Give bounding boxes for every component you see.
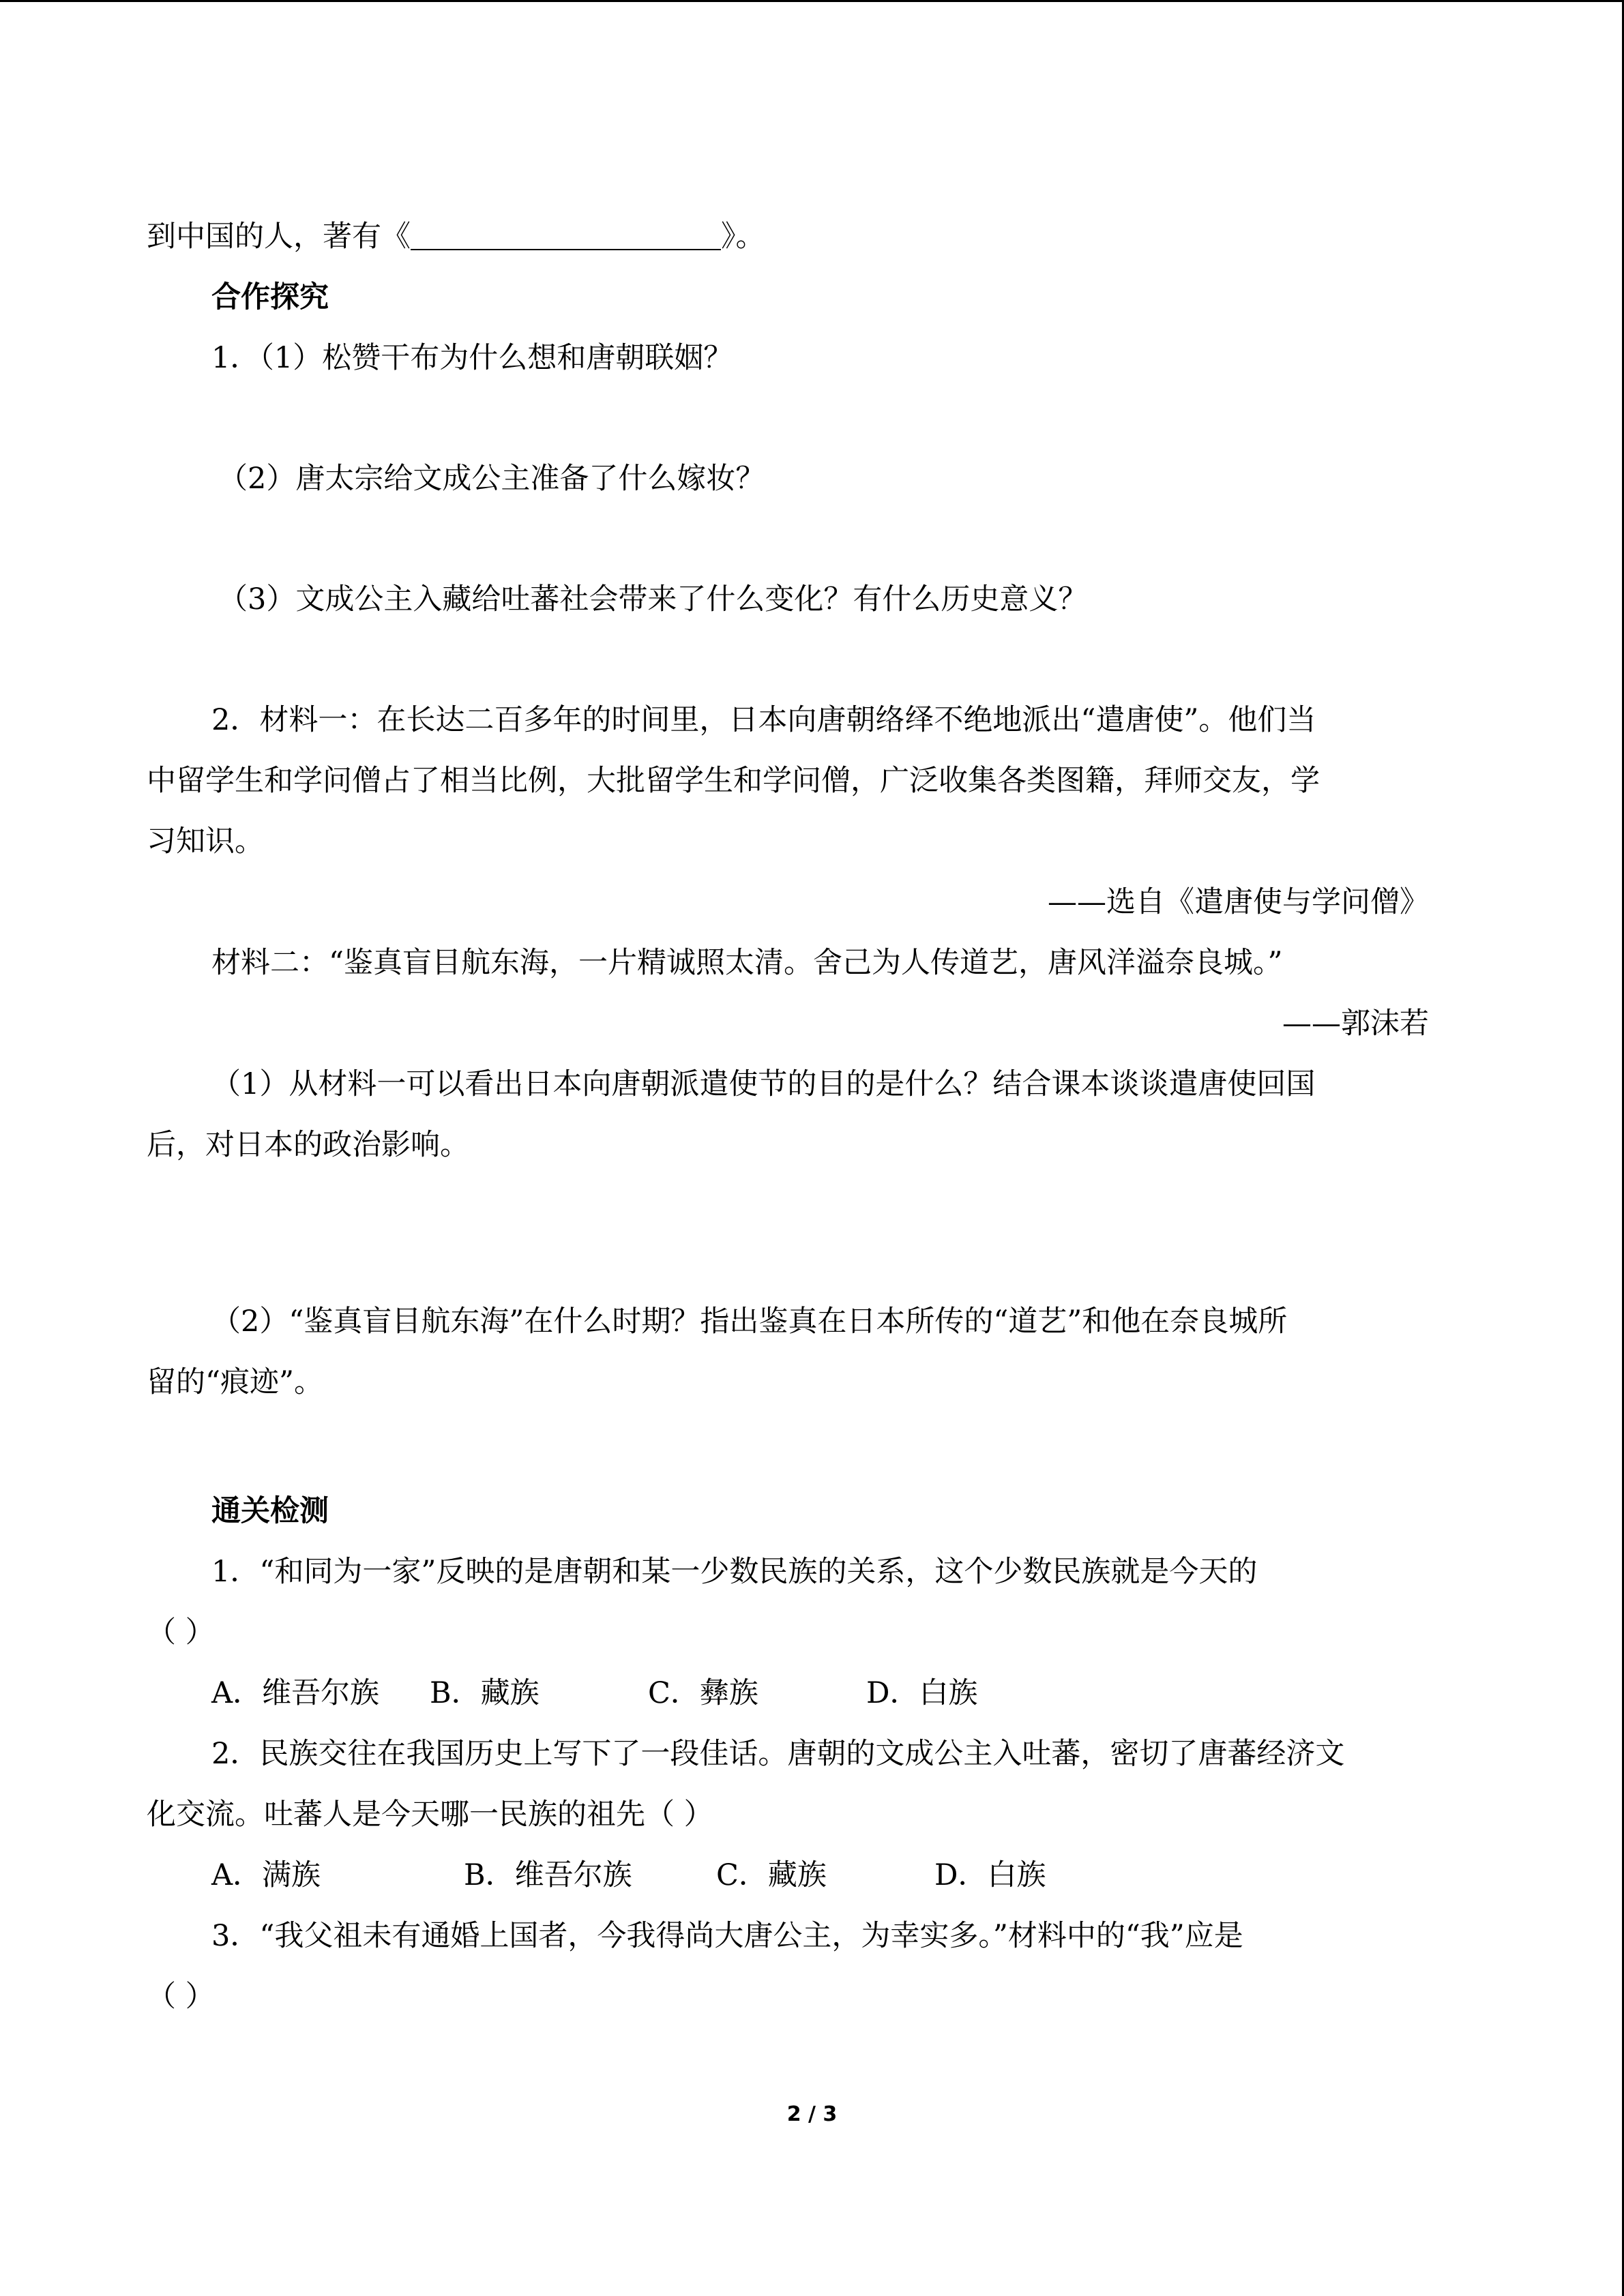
test-question-1-line-1: 1．“和同为一家”反映的是唐朝和某一少数民族的关系，这个少数民族就是今天的 xyxy=(211,1555,1258,1589)
question-2-1-line-2: 后，对日本的政治影响。 xyxy=(147,1128,469,1162)
intro-text-pre: 到中国的人，著有《 xyxy=(147,220,411,254)
material-1-line-3: 习知识。 xyxy=(147,824,264,859)
answer-space xyxy=(147,630,1456,690)
option-d[interactable]: D．白族 xyxy=(934,1858,1046,1892)
option-c[interactable]: C．彝族 xyxy=(648,1676,758,1710)
test-question-1-options xyxy=(147,1663,1456,1724)
answer-space xyxy=(147,1413,1456,1481)
section-title-cooperate: 合作探究 xyxy=(211,280,329,314)
question-2-2-line-1: （2）“鉴真盲目航东海”在什么时期？指出鉴真在日本所传的“道艺”和他在奈良城所 xyxy=(211,1304,1288,1339)
answer-space xyxy=(147,389,1456,449)
test-question-2-options xyxy=(147,1845,1456,1906)
option-c[interactable]: C．藏族 xyxy=(716,1858,827,1892)
question-1-1: 1．（1）松赞干布为什么想和唐朝联姻？ xyxy=(211,341,733,375)
question-1-2: （2）唐太宗给文成公主准备了什么嫁妆？ xyxy=(218,462,765,496)
test-question-1-line-2: （ ） xyxy=(147,1615,215,1650)
intro-line xyxy=(147,207,1456,267)
test-question-3-line-1: 3．“我父祖未有通婚上国者，今我得尚大唐公主，为幸实多。”材料中的“我”应是 xyxy=(211,1919,1243,1953)
test-question-2-line-2: 化交流。吐蕃人是今天哪一民族的祖先（ ） xyxy=(147,1798,713,1832)
option-b[interactable]: B．维吾尔族 xyxy=(464,1858,632,1892)
material-1-source: ——选自《遣唐使与学问僧》 xyxy=(1048,885,1429,919)
material-1-line-1: 2．材料一：在长达二百多年的时间里，日本向唐朝络绎不绝地派出“遣唐使”。他们当 xyxy=(211,703,1316,737)
option-b[interactable]: B．藏族 xyxy=(430,1676,540,1710)
test-question-2-line-1: 2．民族交往在我国历史上写下了一段佳话。唐朝的文成公主入吐蕃，密切了唐蕃经济文 xyxy=(211,1737,1345,1771)
question-1-3: （3）文成公主入藏给吐蕃社会带来了什么变化？有什么历史意义？ xyxy=(218,582,1088,616)
material-2-source: ——郭沫若 xyxy=(1282,1007,1429,1041)
section-title-test: 通关检测 xyxy=(211,1494,329,1528)
fill-in-blank[interactable] xyxy=(411,218,721,250)
answer-space xyxy=(147,1176,1456,1292)
option-a[interactable]: A．维吾尔族 xyxy=(211,1676,380,1710)
material-1-line-2: 中留学生和学问僧占了相当比例，大批留学生和学问僧，广泛收集各类图籍，拜师交友，学 xyxy=(147,764,1320,798)
test-question-3-line-2: （ ） xyxy=(147,1980,215,2014)
page-number: 2 / 3 xyxy=(786,2102,838,2126)
material-2-line: 材料二：“鉴真盲目航东海，一片精诚照太清。舍己为人传道艺，唐风洋溢奈良城。” xyxy=(211,946,1283,980)
question-2-1-line-1: （1）从材料一可以看出日本向唐朝派遣使节的目的是什么？结合课本谈谈遣唐使回国 xyxy=(211,1067,1316,1101)
page-content xyxy=(147,207,1456,2027)
answer-space xyxy=(147,509,1456,569)
option-d[interactable]: D．白族 xyxy=(866,1676,978,1710)
question-2-2-line-2: 留的“痕迹”。 xyxy=(147,1365,323,1399)
intro-text-post: 》。 xyxy=(721,220,765,254)
option-a[interactable]: A．满族 xyxy=(211,1858,321,1892)
